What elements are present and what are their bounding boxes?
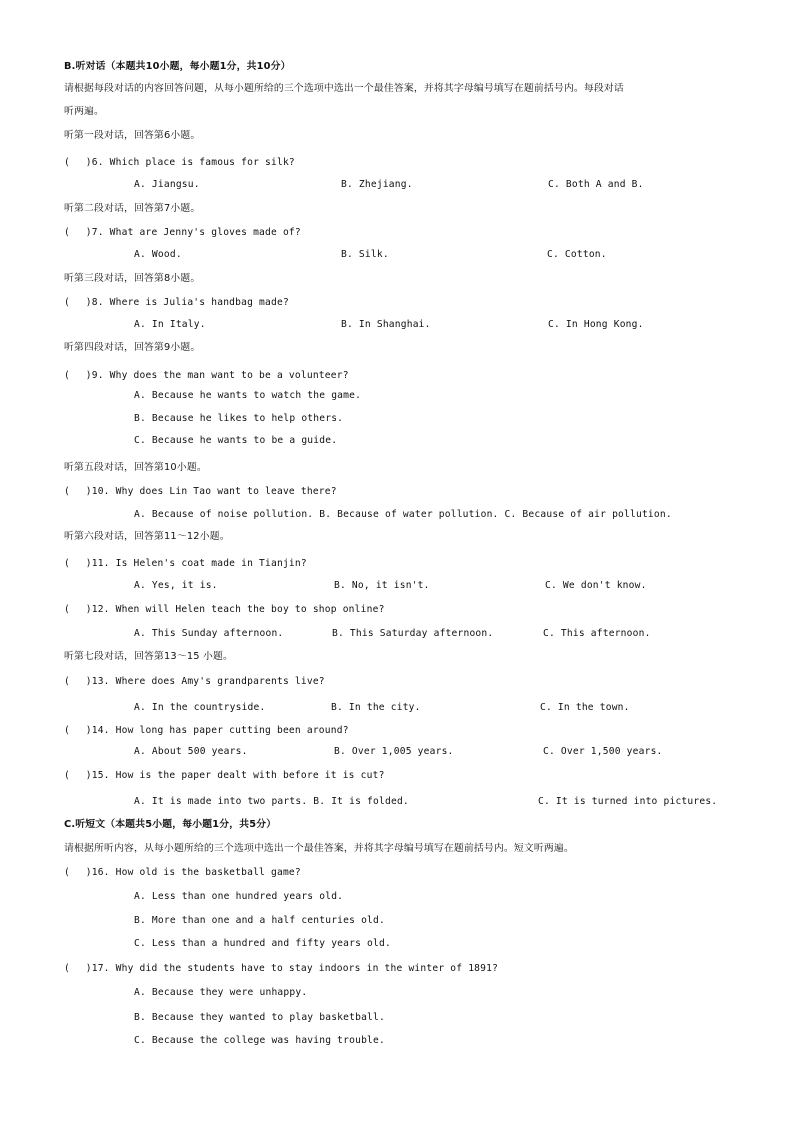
- dialog-3-heading: 听第三段对话，回答第8小题。: [64, 273, 201, 284]
- question-7-stem: ( )7. What are Jenny's gloves made of?: [64, 227, 301, 238]
- question-8-option-b: B. In Shanghai.: [341, 319, 431, 330]
- question-7-option-c: C. Cotton.: [547, 249, 607, 260]
- question-12-stem: ( )12. When will Helen teach the boy to shop online?: [64, 604, 385, 615]
- section-c-instruction: 请根据所听内容，从每小题所给的三个选项中选出一个最佳答案，并将其字母编号填写在题前括号内。短文听两遍。: [64, 843, 574, 854]
- dialog-1-heading: 听第一段对话，回答第6小题。: [64, 130, 201, 141]
- question-8-option-c: C. In Hong Kong.: [548, 319, 644, 330]
- question-7-option-a: A. Wood.: [134, 249, 182, 260]
- question-7-option-b: B. Silk.: [341, 249, 389, 260]
- question-13-stem: ( )13. Where does Amy's grandparents live?: [64, 676, 325, 687]
- question-17-option-c: C. Because the college was having trouble.: [134, 1035, 385, 1046]
- question-17-stem: ( )17. Why did the students have to stay indoors in the winter of 1891?: [64, 963, 499, 974]
- question-6-option-b: B. Zhejiang.: [341, 179, 413, 190]
- question-13-option-c: C. In the town.: [540, 702, 630, 713]
- question-10-stem: ( )10. Why does Lin Tao want to leave there?: [64, 486, 337, 497]
- question-12-option-b: B. This Saturday afternoon.: [332, 628, 494, 639]
- question-11-stem: ( )11. Is Helen's coat made in Tianjin?: [64, 558, 307, 569]
- question-11-option-a: A. Yes, it is.: [134, 580, 218, 591]
- question-15-option-c: C. It is turned into pictures.: [538, 796, 718, 807]
- question-15-option-ab: A. It is made into two parts. B. It is folded.: [134, 796, 409, 807]
- question-9-stem: ( )9. Why does the man want to be a volunteer?: [64, 370, 349, 381]
- question-16-stem: ( )16. How old is the basketball game?: [64, 867, 301, 878]
- question-16-option-c: C. Less than a hundred and fifty years old.: [134, 938, 391, 949]
- question-16-option-b: B. More than one and a half centuries old.: [134, 915, 385, 926]
- question-9-option-a: A. Because he wants to watch the game.: [134, 390, 362, 401]
- dialog-4-heading: 听第四段对话，回答第9小题。: [64, 342, 201, 353]
- question-9-option-b: B. Because he likes to help others.: [134, 413, 344, 424]
- question-12-option-c: C. This afternoon.: [543, 628, 651, 639]
- dialog-5-heading: 听第五段对话，回答第10小题。: [64, 462, 207, 473]
- question-6-option-c: C. Both A and B.: [548, 179, 644, 190]
- question-6-stem: ( )6. Which place is famous for silk?: [64, 157, 295, 168]
- question-8-option-a: A. In Italy.: [134, 319, 206, 330]
- question-13-option-a: A. In the countryside.: [134, 702, 266, 713]
- question-15-stem: ( )15. How is the paper dealt with before it is cut?: [64, 770, 385, 781]
- section-b-title: B.听对话（本题共10小题，每小题1分，共10分）: [64, 61, 291, 72]
- question-6-option-a: A. Jiangsu.: [134, 179, 200, 190]
- question-12-option-a: A. This Sunday afternoon.: [134, 628, 284, 639]
- section-b-instruction-cont: 听两遍。: [64, 106, 104, 117]
- question-14-option-c: C. Over 1,500 years.: [543, 746, 663, 757]
- question-14-option-a: A. About 500 years.: [134, 746, 248, 757]
- dialog-7-heading: 听第七段对话，回答第13～15 小题。: [64, 651, 234, 662]
- question-8-stem: ( )8. Where is Julia's handbag made?: [64, 297, 289, 308]
- section-c-title: C.听短文（本题共5小题，每小题1分，共5分）: [64, 819, 277, 830]
- question-11-option-c: C. We don't know.: [545, 580, 647, 591]
- question-17-option-b: B. Because they wanted to play basketball.: [134, 1012, 385, 1023]
- section-b-instruction: 请根据每段对话的内容回答问题，从每小题所给的三个选项中选出一个最佳答案，并将其字母编号填写在题前括号内。每段对话: [64, 83, 624, 94]
- question-14-option-b: B. Over 1,005 years.: [334, 746, 454, 757]
- question-9-option-c: C. Because he wants to be a guide.: [134, 435, 338, 446]
- dialog-2-heading: 听第二段对话，回答第7小题。: [64, 203, 201, 214]
- question-11-option-b: B. No, it isn't.: [334, 580, 430, 591]
- question-17-option-a: A. Because they were unhappy.: [134, 987, 308, 998]
- dialog-6-heading: 听第六段对话，回答第11～12小题。: [64, 531, 230, 542]
- question-16-option-a: A. Less than one hundred years old.: [134, 891, 344, 902]
- question-13-option-b: B. In the city.: [331, 702, 421, 713]
- question-14-stem: ( )14. How long has paper cutting been around?: [64, 725, 349, 736]
- question-10-options: A. Because of noise pollution. B. Because of water pollution. C. Because of air pollution.: [134, 509, 672, 520]
